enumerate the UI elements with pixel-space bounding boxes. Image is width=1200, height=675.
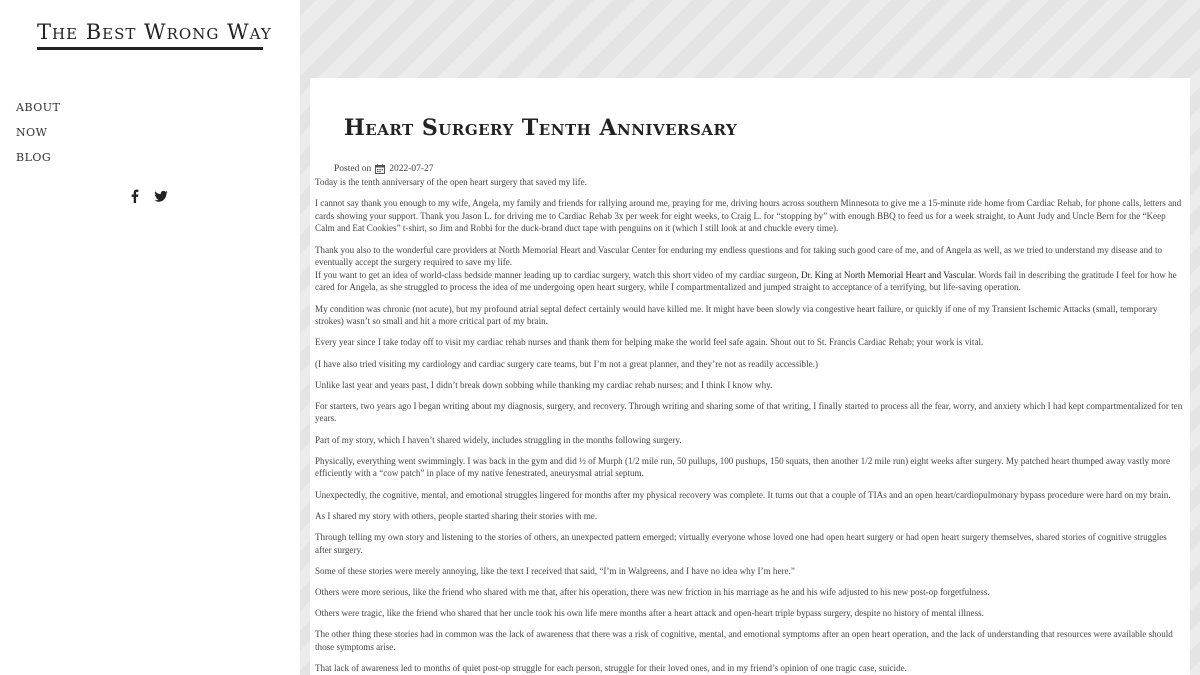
paragraph: (I have also tried visiting my cardiology and cardiac surgery care teams, but I’m not a great planner, and they’re not as readily accessible.) bbox=[315, 358, 818, 369]
nav-item-blog[interactable]: BLOG bbox=[16, 151, 52, 164]
paragraph: Part of my story, which I haven’t shared widely, includes struggling in the months following surgery. bbox=[315, 434, 682, 445]
main-nav bbox=[16, 101, 60, 176]
north-memorial-link[interactable]: North Memorial Heart and Vascular bbox=[843, 269, 975, 280]
paragraph: Unexpectedly, the cognitive, mental, and emotional struggles lingered for months after my physical recovery was complete. It turns out that a couple of TIAs and an open heart/cardiopulmonary bypass procedure were hard on my brain. bbox=[315, 489, 1171, 500]
paragraph: Every year since I take today off to visit my cardiac rehab nurses and thank them for helping make the world feel safe again. Shout out to St. Francis Cardiac Rehab; your work is vital. bbox=[315, 337, 984, 348]
paragraph: Through telling my own story and listening to the stories of others, an unexpected pattern emerged; virtually everyone whose loved one had open heart surgery or had open heart surgery themselves, shared stories of cognitive struggles after surgery. bbox=[315, 532, 1167, 555]
calendar-icon bbox=[375, 164, 385, 174]
paragraph: As I shared my story with others, people started sharing their stories with me. bbox=[315, 510, 598, 521]
post-body bbox=[315, 176, 1183, 675]
paragraph: Others were tragic, like the friend who shared that her uncle took his own life mere months after a heart attack and open-heart triple bypass surgery, despite no history of mental illness. bbox=[315, 608, 984, 619]
article bbox=[310, 78, 1190, 675]
paragraph bbox=[315, 269, 1183, 294]
post-date[interactable]: 2022-07-27 bbox=[389, 164, 434, 174]
paragraph: For starters, two years ago I began writing about my diagnosis, surgery, and recovery. Through writing and sharing some of that writing, I finally started to process all the fear, worry, and anxiety which I had kept compartmentalized for ten years. bbox=[315, 400, 1183, 424]
paragraph: That lack of awareness led to months of quiet post-op struggle for each person, struggle for their loved ones, and in my friend’s opinion of one tragic case, suicide. bbox=[315, 663, 907, 674]
paragraph: I cannot say thank you enough to my wife, Angela, my family and friends for rallying around me, praying for me, driving hours across southern Minnesota to give me a 15-minute ride home from Cardiac Rehab, for phone calls, letters and cards showing your support. Thank you Jason L. for driving me to Cardiac Rehab 3x per week for eight weeks, to Craig L. for “stopping by” with enough BBQ to feed us for a week straight, to Aunt Judy and Uncle Bern for the “Keep Calm and Eat Cookies” t-shirt, so Jim and Robbi for the duck-brand duct tape with penguins on it (which I still look at and chuckle every time). bbox=[315, 198, 1182, 234]
post-meta bbox=[334, 164, 434, 174]
post-title: Heart Surgery Tenth Anniversary bbox=[344, 115, 738, 141]
paragraph-text: at bbox=[832, 269, 844, 280]
twitter-icon[interactable] bbox=[154, 188, 168, 204]
paragraph: Others were more serious, like the friend who shared with me that, after his operation, there was new friction in his marriage as he and his wife adjusted to his new post-op forgetfulness. bbox=[315, 586, 990, 597]
social-links bbox=[128, 188, 168, 204]
paragraph: Some of these stories were merely annoying, like the text I received that said, “I’m in Walgreens, and I have no idea why I’m here.” bbox=[315, 565, 795, 576]
paragraph: Physically, everything went swimmingly. I was back in the gym and did ½ of Murph (1/2 mile run, 50 pullups, 100 pushups, 150 squats, then another 1/2 mile run) eight weeks after surgery. My patched heart thumped away vastly more efficiently with a “cow patch” in place of my native fenestrated, aneurysmal atrial septum. bbox=[315, 455, 1170, 479]
paragraph-text: If you want to get an idea of world-class bedside manner leading up to cardiac surgery, watch this short video of my cardiac surgeon, bbox=[315, 269, 801, 280]
sidebar bbox=[0, 0, 300, 675]
dr-king-link[interactable]: Dr. King bbox=[800, 269, 833, 280]
posted-on-label: Posted on bbox=[334, 164, 372, 174]
nav-item-now[interactable]: NOW bbox=[16, 126, 48, 139]
paragraph: Unlike last year and years past, I didn’t break down sobbing while thanking my cardiac rehab nurses; and I think I know why. bbox=[315, 379, 773, 390]
paragraph: My condition was chronic (not acute), but my profound atrial septal defect certainly would have killed me. It might have been slowly via congestive heart failure, or quickly if one of my Transient Ischemic Attacks (small, temporary strokes) wasn’t so small and hit a more critical part of my brain. bbox=[315, 303, 1158, 327]
paragraph: Today is the tenth anniversary of the open heart surgery that saved my life. bbox=[315, 177, 587, 187]
paragraph-text: . Words fail in describing the gratitude I feel for how he cared for Angela, as she struggled to process the idea of me undergoing open heart surgery, while I compartmentalized and jumped straight to acceptance of a terrifying, but life-saving operation. bbox=[315, 269, 1177, 293]
nav-item-about[interactable]: ABOUT bbox=[16, 101, 61, 114]
facebook-icon[interactable] bbox=[128, 188, 142, 204]
site-title[interactable]: The Best Wrong Way bbox=[37, 20, 263, 50]
paragraph: Thank you also to the wonderful care providers at North Memorial Heart and Vascular Center for enduring my endless questions and for taking such good care of me, and of Angela as well, as we tried to understand my disease and to eventually accept the surgery required to save my life. bbox=[315, 244, 1163, 268]
paragraph: The other thing these stories had in common was the lack of awareness that there was a risk of cognitive, mental, and emotional symptoms after an open heart operation, and the lack of understanding that resources were available should those symptoms arise. bbox=[315, 629, 1173, 652]
